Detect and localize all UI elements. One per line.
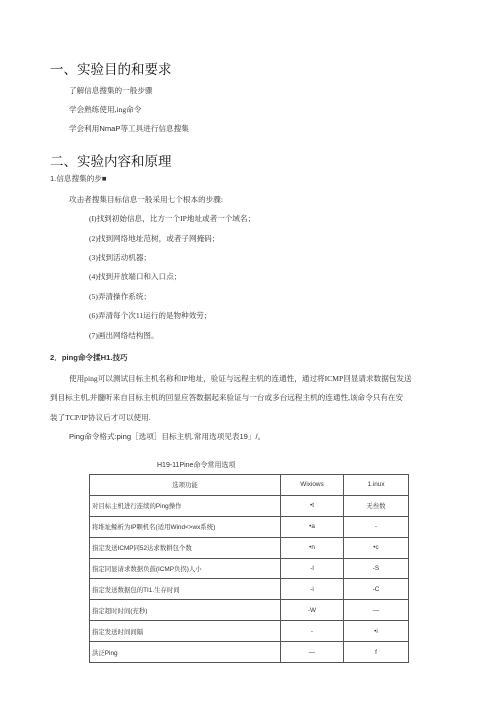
format-line: Ping命令格式:ping［选项］目标主机.常用选项见表19」/。 — [69, 432, 266, 441]
table-cell: •t — [281, 495, 344, 516]
table-row — [90, 579, 409, 600]
paragraph-line: 装了TCP/IP协议后才可以使用. — [50, 413, 151, 422]
step-item: (6)弄清每个次11运行的是物种效劳； — [89, 311, 212, 320]
step-item: (2)找到网络地址范树，或者子网掩码； — [89, 234, 220, 243]
table-row — [90, 558, 409, 579]
table-cell: 指定发送数据包的TI1.生存时间 — [90, 579, 281, 600]
table-cell: •c — [344, 537, 409, 558]
paragraph-line: 到目标主机,并髓听来自目标主机的回显应答数据起来验证与一台或多台远程主机的连通性,该命令只有在安 — [50, 393, 404, 402]
table-cell: -i — [281, 579, 344, 600]
table-cell: -l — [281, 558, 344, 579]
table-cell: -C — [344, 579, 409, 600]
table-row — [90, 600, 409, 621]
table-cell: -S — [344, 558, 409, 579]
table-cell: - — [344, 516, 409, 537]
table-cell: •i — [344, 621, 409, 642]
table-cell: — — [344, 600, 409, 621]
table-cell: •n — [281, 537, 344, 558]
table-cell: 将堆址鲧析为IP颗机名(适用Wind<>wx系统) — [90, 516, 281, 537]
header-cell: 1.inux — [344, 475, 409, 496]
table-cell: 指定发送ICMP同52达求数耕包个数 — [90, 537, 281, 558]
table-cell: -W — [281, 600, 344, 621]
subsection-title-1: 1.信息搜集的步■ — [50, 174, 107, 183]
header-cell: Wixiows — [281, 475, 344, 496]
table-row — [90, 621, 409, 642]
table-cell: 无叁数 — [344, 495, 409, 516]
table-cell: 洪泛Ping — [90, 642, 281, 663]
table-caption: H19-11Pine命令常用选项 — [157, 462, 236, 469]
objective-item: 学会利用NmaP等工具进行信息搜集 — [69, 124, 189, 133]
paragraph-line: 使用ping可以测试目标主机名称和IP地址，验证与远程主机的连通性，通过将ICMP回显请求数据包发送 — [69, 374, 412, 383]
steps-intro: 攻击者搜集目标信息一般采用七个根本的步骤: — [69, 195, 223, 204]
objective-item: 学会熟练使用,ing命令 — [69, 105, 142, 114]
table-row — [90, 642, 409, 663]
table-header-row — [90, 475, 409, 496]
step-item: (I)找到初始信息，比方一个IP地址或者一个域名； — [89, 214, 256, 223]
step-item: (7)画出网络结构图。 — [89, 331, 159, 340]
header-cell: 选项功能 — [90, 475, 281, 496]
step-item: (3)找到活动机器； — [89, 253, 152, 262]
table-cell: 指定同显请求数据负鼓(ICMP负拐)人小 — [90, 558, 281, 579]
table-row — [90, 495, 409, 516]
table-cell: 指定超时时间(充秒) — [90, 600, 281, 621]
subsection-title-2: 2．ping命令揉H1.技巧 — [50, 353, 128, 362]
step-item: (5)弄清操作系统； — [89, 292, 152, 301]
table-cell: - — [281, 621, 344, 642]
section-heading-1: 一、实验目的和要求 — [50, 62, 172, 77]
table-row — [90, 516, 409, 537]
table-row — [90, 537, 409, 558]
objective-item: 了解信息搜集的一般步骤 — [69, 86, 153, 95]
table-cell: f — [344, 642, 409, 663]
options-table — [89, 474, 409, 663]
step-item: (4)找到开放端口和入口点； — [89, 272, 182, 281]
section-heading-2: 二、实验内容和原理 — [50, 154, 172, 169]
table-cell: — — [281, 642, 344, 663]
table-cell: •a — [281, 516, 344, 537]
table-cell: 对目标主机进行连续的Ping操作 — [90, 495, 281, 516]
table-cell: 指定发送时间间隔 — [90, 621, 281, 642]
